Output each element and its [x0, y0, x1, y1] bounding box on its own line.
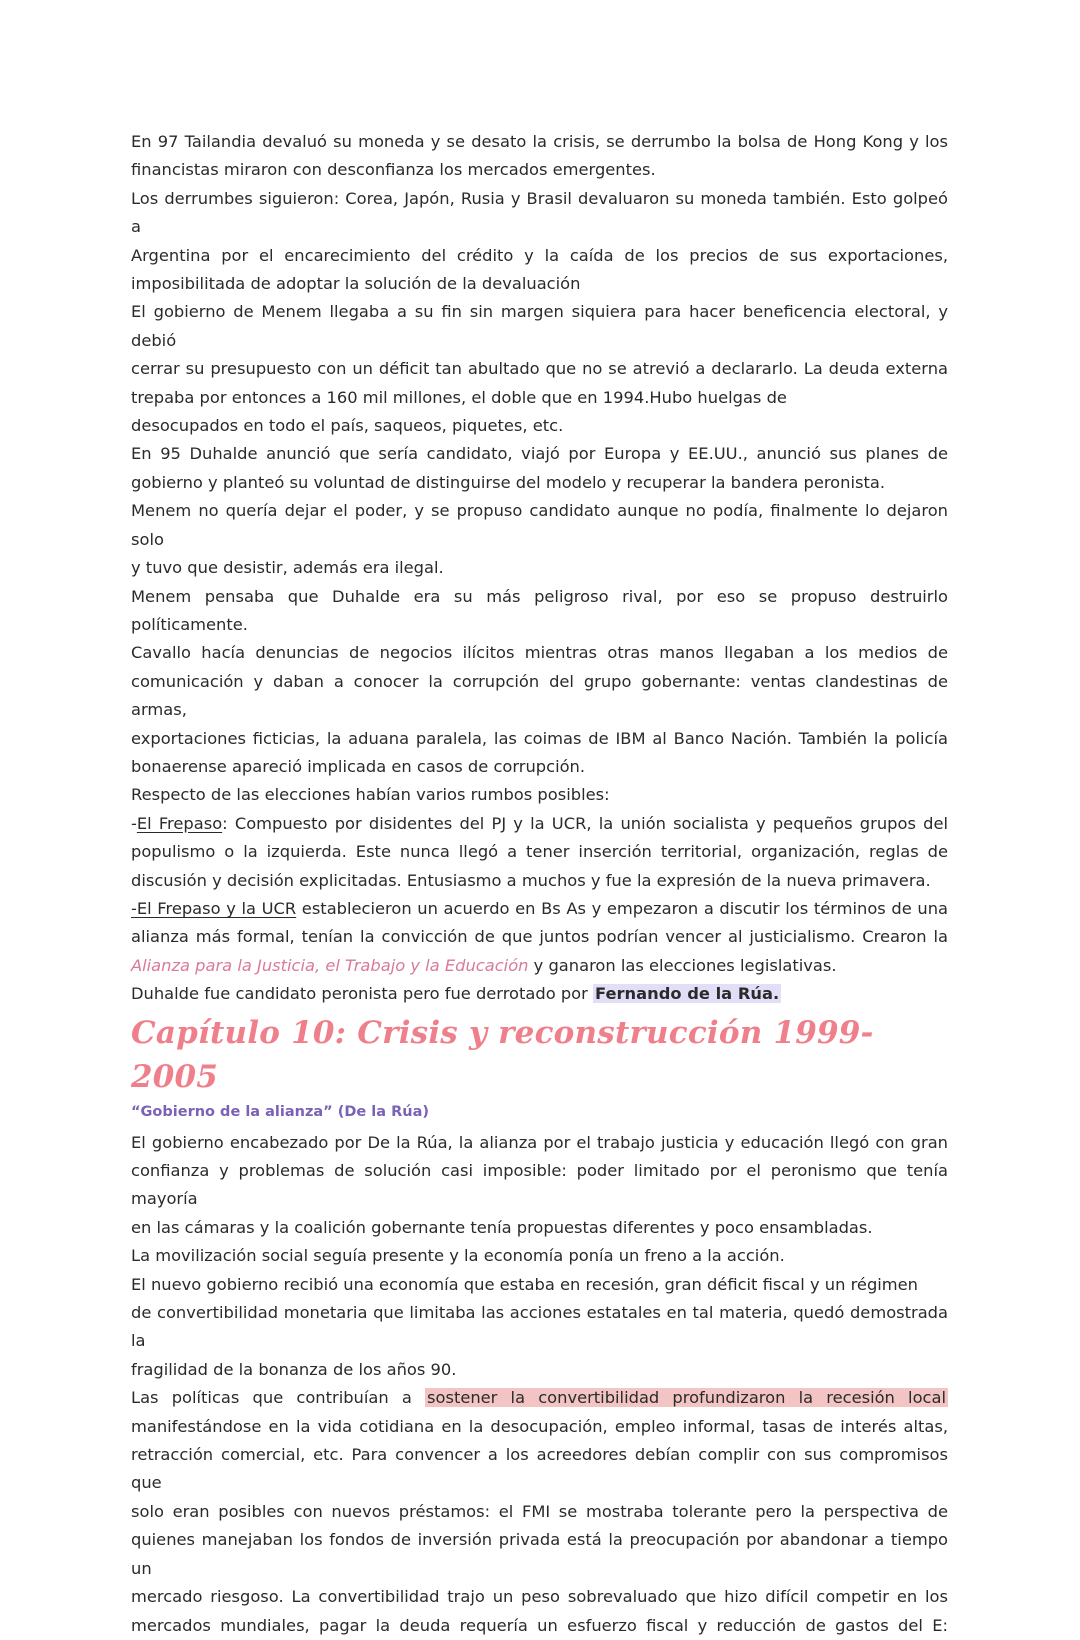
text-line: Cavallo hacía denuncias de negocios ilícitos mientras otras manos llegaban a los medios de	[131, 643, 948, 663]
document-page	[131, 128, 948, 1640]
text-line: Respecto de las elecciones habían varios rumbos posibles:	[131, 785, 610, 805]
text-line: La movilización social seguía presente y la economía ponía un freno a la acción.	[131, 1246, 785, 1266]
text-line: confianza y problemas de solución casi imposible: poder limitado por el peronismo que tenía mayoría	[131, 1161, 948, 1209]
text-line: imposibilitada de adoptar la solución de la devaluación	[131, 274, 581, 294]
dash: -	[131, 813, 137, 833]
text-line-frepaso-ucr	[131, 895, 948, 923]
text-line: gobierno y planteó su voluntad de distinguirse del modelo y recuperar la bandera peronista.	[131, 472, 886, 492]
underlined-term-frepaso-ucr: -El Frepaso y la UCR	[131, 898, 297, 918]
text-line: en las cámaras y la coalición gobernante tenía propuestas diferentes y poco ensambladas.	[131, 1217, 873, 1237]
text-line: retracción comercial, etc. Para convencer a los acreedores debían complir con sus compromisos que	[131, 1445, 948, 1493]
text-line: de convertibilidad monetaria que limitaba las acciones estatales en tal materia, quedó demostrada la	[131, 1303, 948, 1351]
text-line: bonaerense apareció implicada en casos de corrupción.	[131, 756, 586, 776]
text-line: Argentina por el encarecimiento del crédito y la caída de los precios de sus exportaciones,	[131, 245, 948, 265]
highlight-convertibilidad: sostener la convertibilidad profundizaron la recesión local	[427, 1388, 946, 1408]
text-line: En 97 Tailandia devaluó su moneda y se desato la crisis, se derrumbo la bolsa de Hong Kong y los	[131, 132, 948, 151]
text-segment: : Compuesto por disidentes del PJ y la UCR, la unión socialista y pequeños grupos del	[222, 813, 948, 833]
text-line: Los derrumbes siguieron: Corea, Japón, Rusia y Brasil devaluaron su moneda también. Esto golpeó a	[131, 188, 948, 237]
text-line: manifestándose en la vida cotidiana en la desocupación, empleo informal, tasas de interés altas,	[131, 1416, 948, 1436]
text-line: populismo o la izquierda. Este nunca llegó a tener inserción territorial, organización, reglas de	[131, 842, 948, 862]
text-line: Menem no quería dejar el poder, y se propuso candidato aunque no podía, finalmente lo dejaron solo	[131, 501, 948, 549]
text-segment: Duhalde fue candidato peronista pero fue derrotado por	[131, 984, 594, 1004]
text-line-alianza	[131, 952, 948, 980]
text-segment: establecieron un acuerdo en Bs As y empezaron a discutir los términos de una	[296, 898, 948, 918]
text-line: mercado riesgoso. La convertibilidad trajo un peso sobrevaluado que hizo difícil competir en los	[131, 1587, 948, 1607]
text-segment: Las políticas que contribuían a	[131, 1388, 426, 1408]
text-line: El nuevo gobierno recibió una economía que estaba en recesión, gran déficit fiscal y un régimen	[131, 1274, 919, 1294]
text-line: y tuvo que desistir, además era ilegal.	[131, 558, 444, 578]
text-line: desocupados en todo el país, saqueos, piquetes, etc.	[131, 416, 564, 436]
text-line: exportaciones ficticias, la aduana paralela, las coimas de IBM al Banco Nación. También la policía	[131, 728, 948, 748]
text-line: fragilidad de la bonanza de los años 90.	[131, 1359, 457, 1379]
text-line: comunicación y daban a conocer la corrupción del grupo gobernante: ventas clandestinas de armas,	[131, 671, 948, 720]
text-line-highlight	[131, 1384, 948, 1412]
underlined-term-frepaso: El Frepaso	[136, 813, 223, 833]
chapter-subtitle: “Gobierno de la alianza” (De la Rúa)	[131, 1103, 430, 1120]
text-line: financistas miraron con desconfianza los mercados emergentes.	[131, 160, 656, 180]
alianza-name: Alianza para la Justicia, el Trabajo y la Educación	[131, 955, 529, 975]
text-line: solo eran posibles con nuevos préstamos: el FMI se mostraba tolerante pero la perspectiva de	[131, 1501, 948, 1521]
text-line: mercados mundiales, pagar la deuda requería un esfuerzo fiscal y reducción de gastos del E:	[131, 1615, 948, 1635]
text-line-frepaso	[131, 810, 948, 838]
text-line: cerrar su presupuesto con un déficit tan abultado que no se atrevió a declararlo. La deuda externa	[131, 359, 948, 379]
text-line: políticamente.	[131, 614, 248, 634]
text-segment: y ganaron las elecciones legislativas.	[528, 955, 837, 975]
text-line: trepaba por entonces a 160 mil millones, el doble que en 1994.Hubo huelgas de	[131, 387, 787, 407]
text-line: El gobierno encabezado por De la Rúa, la alianza por el trabajo justicia y educación llegó con gran	[131, 1132, 948, 1152]
highlight-de-la-rua: Fernando de la Rúa.	[595, 984, 780, 1004]
text-line: alianza más formal, tenían la convicción de que juntos podrían vencer al justicialismo. Crearon la	[131, 927, 948, 947]
text-line: Menem pensaba que Duhalde era su más peligroso rival, por eso se propuso destruirlo	[131, 586, 948, 606]
text-line: El gobierno de Menem llegaba a su fin sin margen siquiera para hacer beneficencia electoral, y debió	[131, 302, 948, 350]
text-line: En 95 Duhalde anunció que sería candidato, viajó por Europa y EE.UU., anunció sus planes de	[131, 444, 948, 464]
text-line: discusión y decisión explicitadas. Entusiasmo a muchos y fue la expresión de la nueva primavera.	[131, 870, 931, 890]
text-line: quienes manejaban los fondos de inversión privada está la preocupación por abandonar a tiempo un	[131, 1530, 948, 1578]
chapter-title: Capítulo 10: Crisis y reconstrucción 1999-2005	[131, 1014, 874, 1095]
text-line-duhalde	[131, 980, 948, 1008]
